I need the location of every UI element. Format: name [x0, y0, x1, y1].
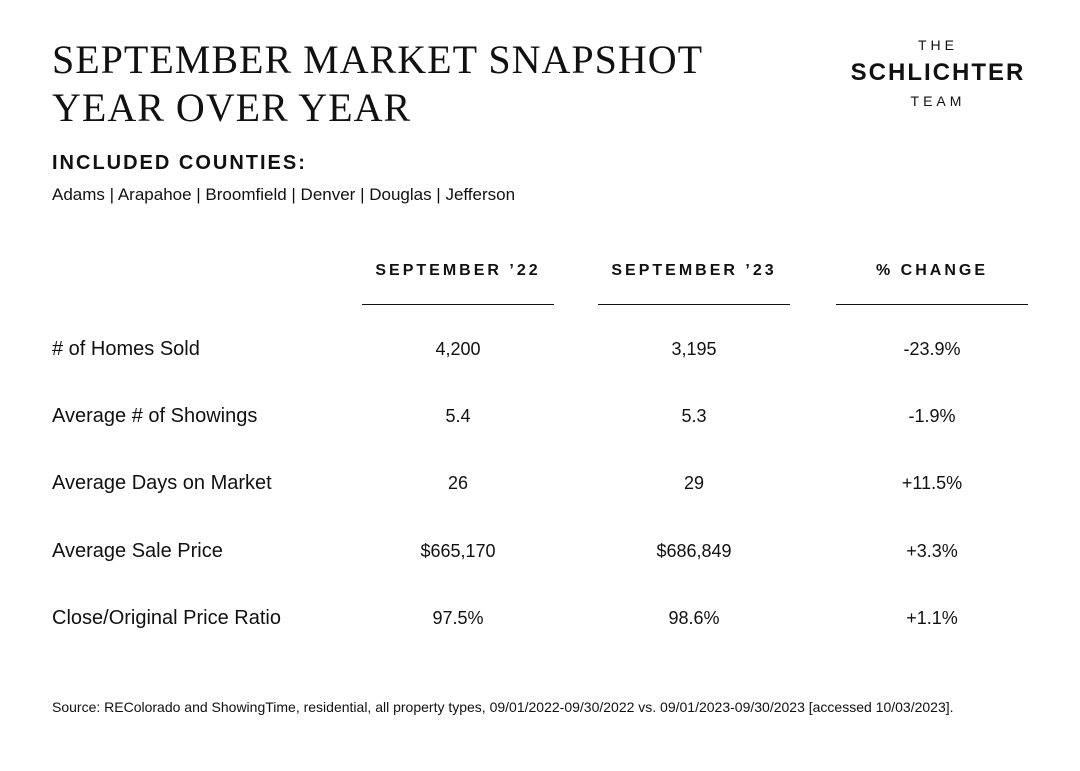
- counties-list: Adams | Arapahoe | Broomfield | Denver | Douglas | Jefferson: [52, 185, 516, 204]
- column-underline: [836, 304, 1028, 305]
- cell-change: -23.9%: [903, 339, 961, 359]
- row-label: Average Sale Price: [52, 540, 223, 562]
- row-label: Average # of Showings: [52, 405, 258, 427]
- cell-change: +3.3%: [906, 541, 958, 561]
- logo-top-text: THE: [918, 37, 958, 53]
- cell-sep-22: $665,170: [420, 541, 496, 561]
- cell-sep-23: $686,849: [656, 541, 732, 561]
- logo-bottom-text: TEAM: [910, 93, 966, 109]
- cell-change: -1.9%: [908, 406, 956, 426]
- source-note: Source: REColorado and ShowingTime, residential, all property types, 09/01/2022-09/30/2022 vs. 09/01/2023-09/30/2023 [accessed 10/03/2023].: [52, 699, 954, 715]
- counties-heading: INCLUDED COUNTIES:: [52, 152, 307, 174]
- row-label: Close/Original Price Ratio: [52, 607, 281, 629]
- cell-change: +11.5%: [901, 473, 963, 493]
- column-underline: [362, 304, 554, 305]
- logo-main-text: SCHLICHTER: [850, 59, 1026, 86]
- cell-sep-22: 97.5%: [432, 608, 484, 628]
- cell-sep-22: 4,200: [435, 339, 481, 359]
- title-line-2: YEAR OVER YEAR: [52, 85, 412, 130]
- team-logo: [838, 36, 1038, 110]
- page-title: [52, 36, 703, 132]
- row-label: Average Days on Market: [52, 472, 272, 494]
- column-header-sep-22: SEPTEMBER ’22: [375, 262, 541, 279]
- column-underline: [598, 304, 790, 305]
- cell-sep-22: 26: [447, 473, 469, 493]
- cell-sep-22: 5.4: [445, 406, 471, 426]
- title-line-1: SEPTEMBER MARKET SNAPSHOT: [52, 37, 704, 82]
- row-label: # of Homes Sold: [52, 338, 200, 360]
- column-header-change: % CHANGE: [875, 262, 988, 279]
- column-header-sep-23: SEPTEMBER ’23: [611, 262, 777, 279]
- cell-sep-23: 29: [683, 473, 705, 493]
- cell-sep-23: 98.6%: [668, 608, 720, 628]
- cell-sep-23: 3,195: [671, 339, 717, 359]
- cell-sep-23: 5.3: [681, 406, 707, 426]
- cell-change: +1.1%: [906, 608, 958, 628]
